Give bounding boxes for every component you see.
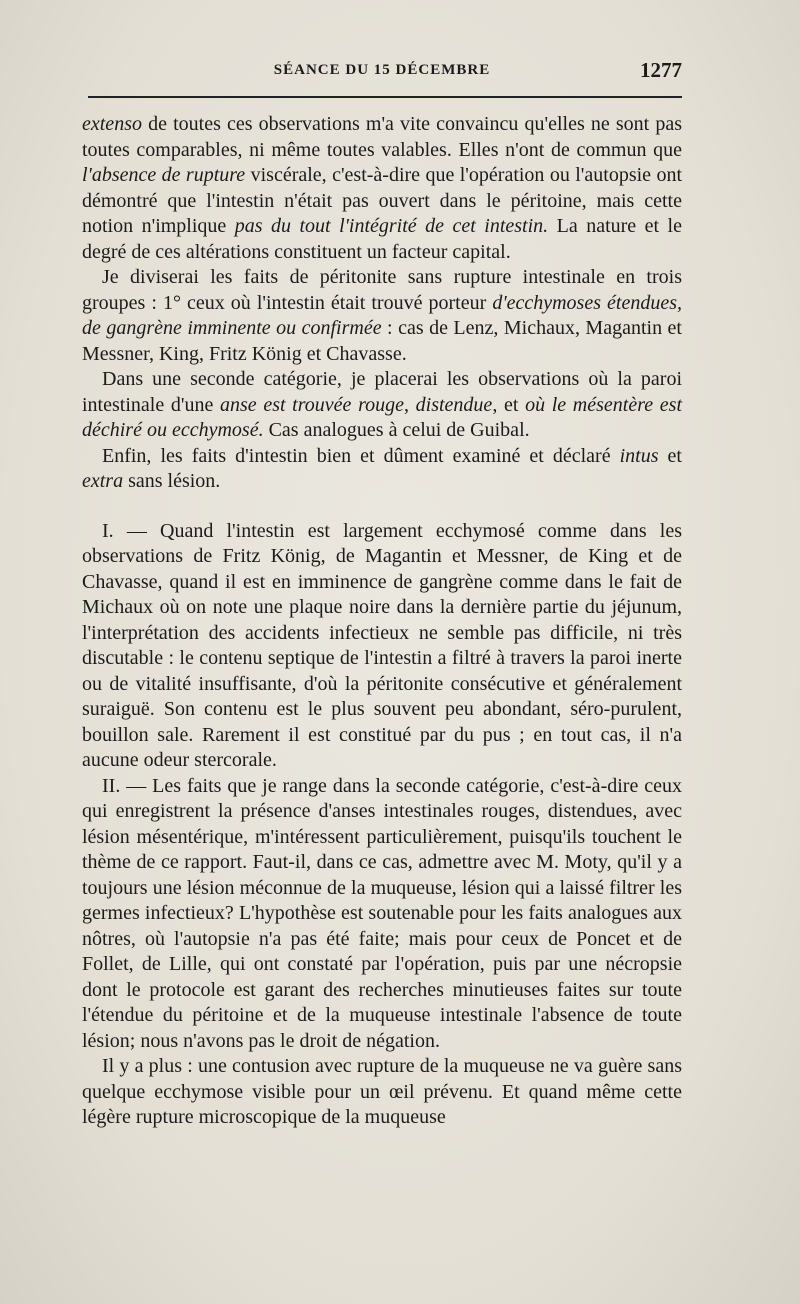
text-run: et: [658, 444, 682, 467]
paragraph-continuation: [82, 112, 682, 265]
text-run: Je diviserai les faits de péritonite sans rupture intestinale en trois groupes : 1° ceux où l'intestin était trouvé porteur: [82, 266, 682, 314]
paragraph-three-groups: [82, 265, 682, 367]
italic-text: pas du tout l'intégrité de cet intestin.: [234, 215, 549, 237]
text-run: Dans une seconde catégorie, je placerai les observations où la paroi intestinale d'une: [82, 368, 682, 416]
text-run: Enfin, les faits d'intestin bien et dûment examiné et déclaré: [102, 444, 620, 467]
text-run: I. — Quand l'intestin est largement ecchymosé comme dans les observations de Fritz König, de Magantin et Messner, de King et de Chavasse, quand il est en imminence de gangrène comme dans le fait de Michaux où on note une plaque noire dans la dernière partie du jéjunum, l'interprétation des accidents infectieux ne semble pas difficile, ni très discutable : le contenu septique de l'intestin a filtré à travers la paroi inerte ou de vitalité insuffisante, d'où la péritonite consécutive et généralement suraiguë. Son contenu est le plus souvent peu abondant, séro-purulent, bouillon sale. Rarement il est constitué par du pus ; en tout cas, il n'a aucune odeur stercorale.: [82, 519, 682, 771]
italic-text: anse est trouvée rouge: [220, 393, 404, 416]
paragraph-intact-intestine: [82, 444, 682, 495]
text-run: sans lésion.: [123, 470, 221, 492]
body-text: [82, 112, 682, 1131]
text-run: : cas de Lenz, Michaux, Magantin et Messner, King, Fritz König et Chavasse.: [82, 317, 682, 365]
italic-text: extenso: [82, 113, 142, 135]
paragraph-second-category: [82, 367, 682, 444]
text-run: La nature et le degré de ces altérations constituent un facteur capital.: [82, 215, 682, 263]
italic-text: l'absence de rupture: [82, 164, 246, 186]
italic-text: où le mésentère est déchiré ou ecchymosé.: [82, 393, 683, 441]
text-run: de toutes ces observations m'a vite convaincu qu'elles ne sont pas toutes comparables, ni même toutes valables. Elles n'ont de commun que: [82, 113, 682, 161]
italic-text: d'ecchymoses étendues, de gangrène imminente ou confirmée: [82, 291, 682, 339]
paragraph-il-y-a-plus: [82, 1054, 682, 1131]
paragraph-section-one: [82, 519, 682, 774]
page-number: 1277: [640, 58, 682, 82]
italic-text: intus: [619, 444, 659, 467]
text-run: II. — Les faits que je range dans la seconde catégorie, c'est-à-dire ceux qui enregistrent la présence d'anses intestinales rouges, distendues, avec lésion mésentérique, m'intéressent particulièrement, puisqu'ils touchent le thème de ce rapport. Faut-il, dans ce cas, admettre avec M. Moty, qu'il y a toujours une lésion méconnue de la muqueuse, lésion qui a laissé filtrer les germes infectieux? L'hypothèse est soutenable pour les faits analogues aux nôtres, où l'autopsie n'a pas été faite; mais pour ceux de Poncet et de Follet, de Lille, qui ont constaté par l'opération, puis par une nécropsie dont le protocole est garant des recherches minutieuses faites sur toute l'étendue du péritoine et de la muqueuse intestinale l'absence de toute lésion; nous n'avons pas le droit de négation.: [82, 774, 682, 1052]
text-run: , et: [492, 393, 526, 416]
italic-text: extra: [82, 470, 124, 492]
text-run: ,: [404, 393, 416, 416]
header-rule: [88, 96, 682, 98]
page-header: [82, 58, 682, 88]
italic-text: distendue: [415, 393, 493, 416]
text-run: viscérale, c'est-à-dire que l'opération ou l'autopsie ont démontré que l'intestin n'était pas ouvert dans le péritoine, mais cette notion n'implique: [82, 164, 683, 237]
text-run: Il y a plus : une contusion avec rupture de la muqueuse ne va guère sans quelque ecchymose visible pour un œil prévenu. Et quand même cette légère rupture microscopique de la muqueuse: [82, 1055, 682, 1128]
running-title: SÉANCE DU 15 DÉCEMBRE: [273, 62, 491, 78]
text-run: Cas analogues à celui de Guibal.: [263, 419, 530, 441]
paragraph-section-two: [82, 774, 682, 1055]
